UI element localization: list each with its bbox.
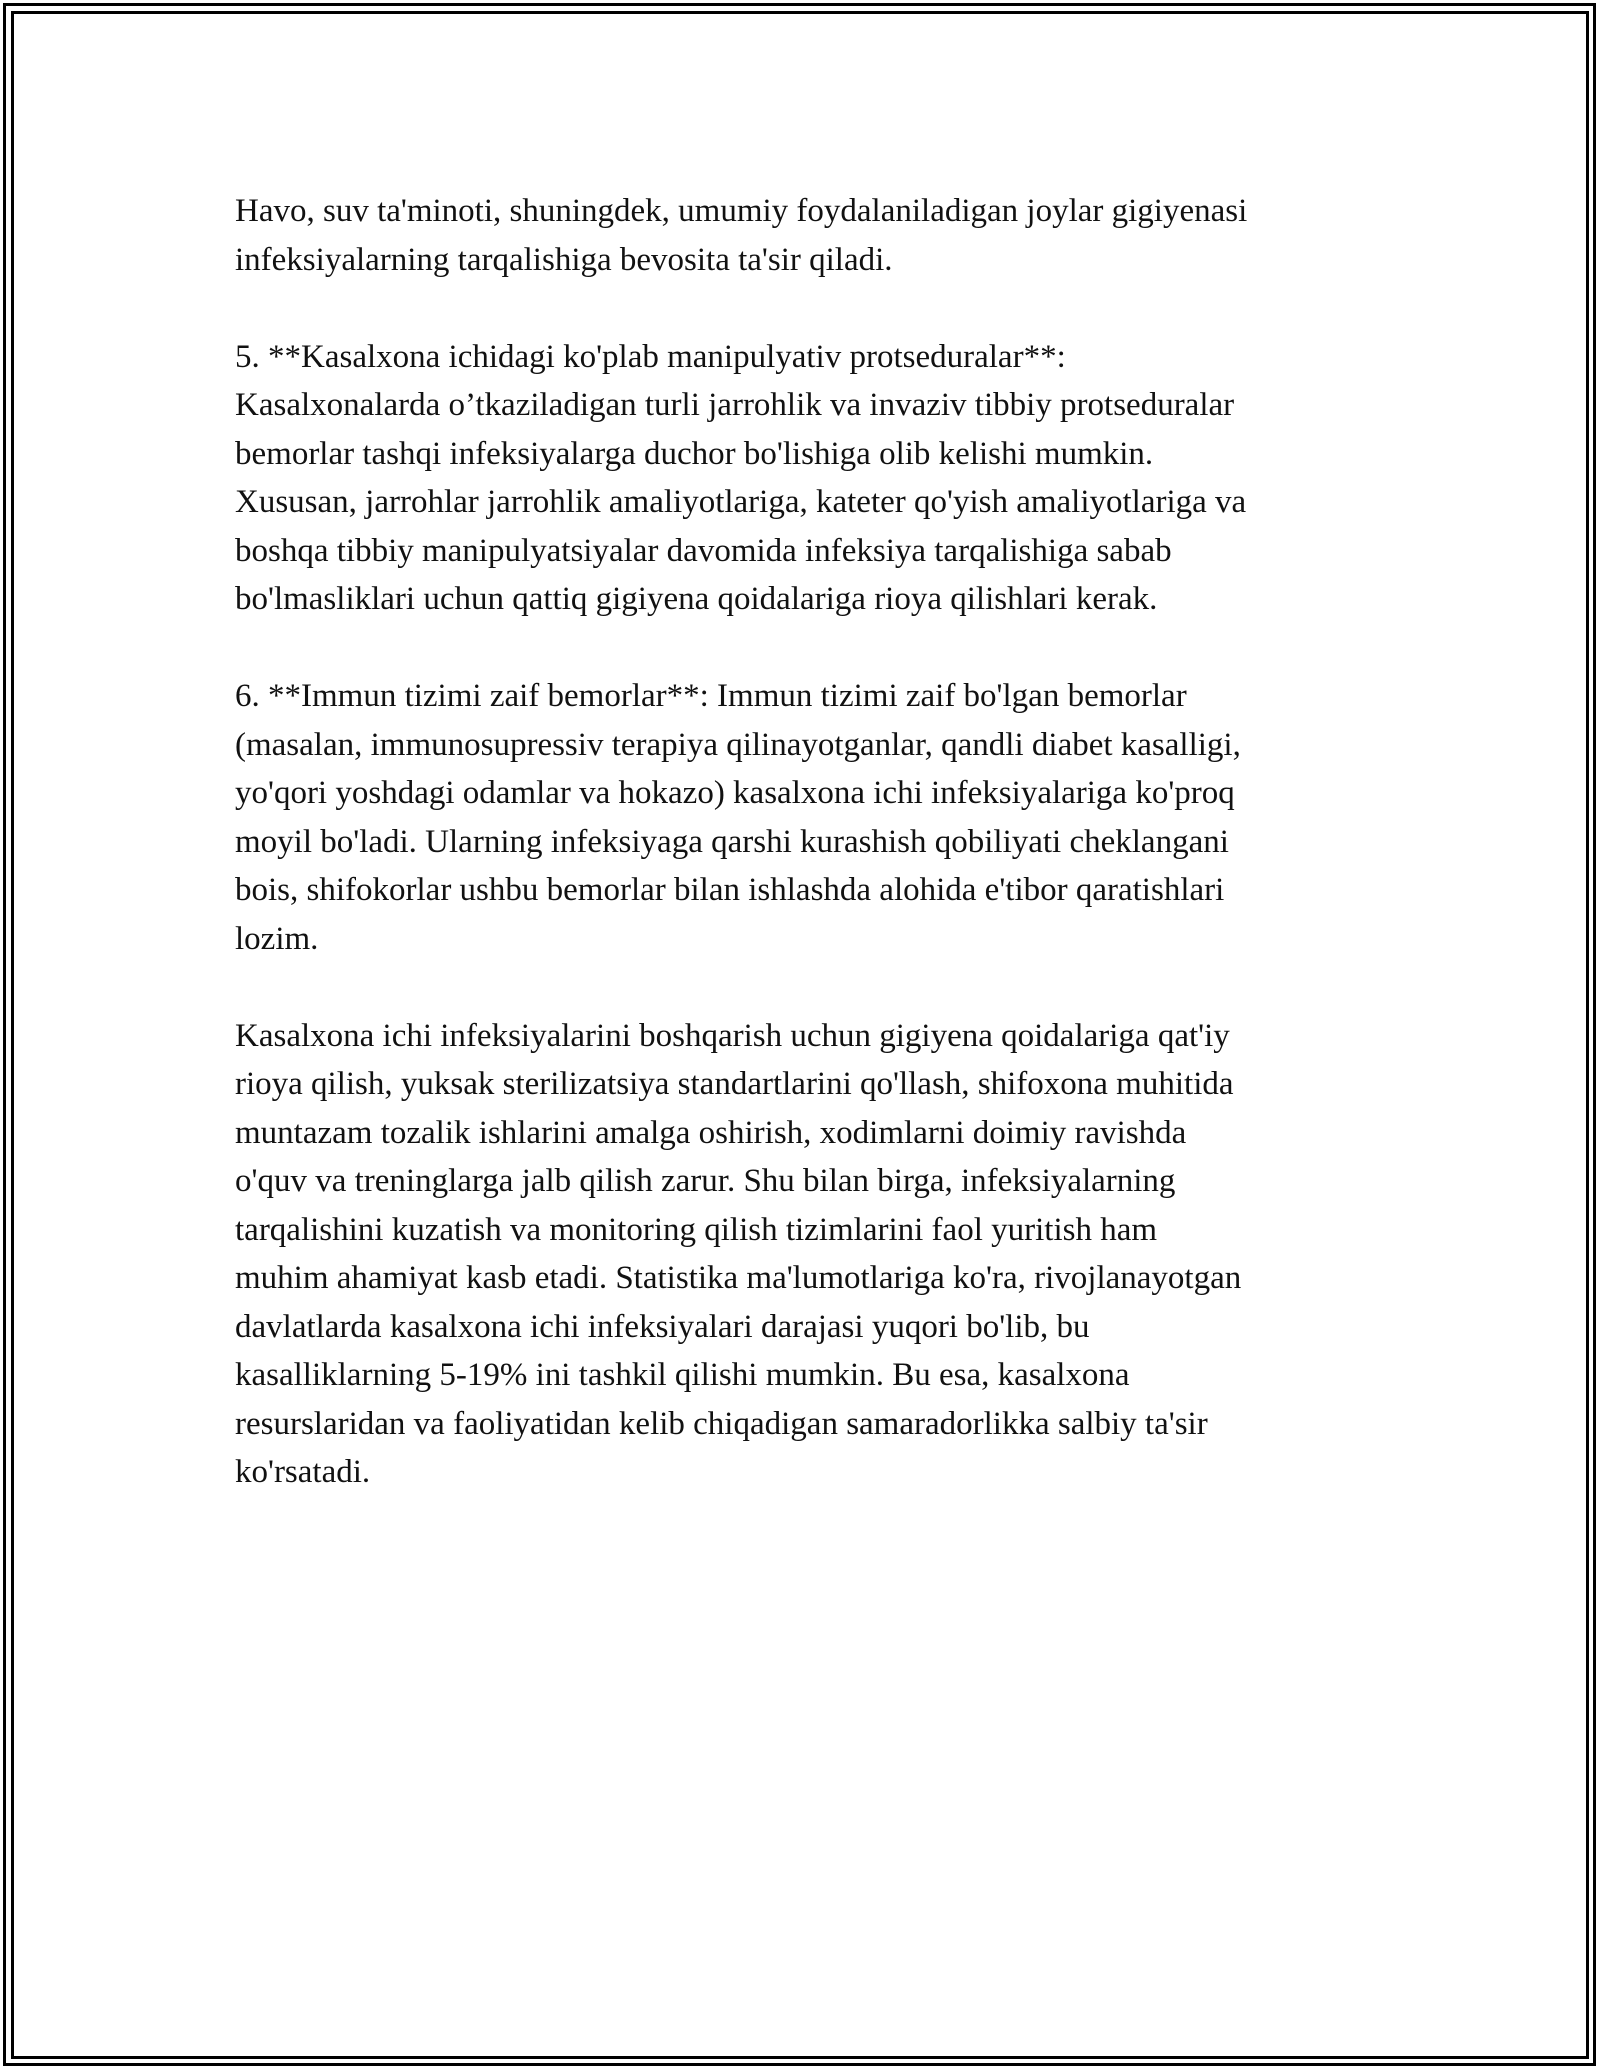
paragraph-hygiene-intro: Havo, suv ta'minoti, shuningdek, umumiy foydalaniladigan joylar gigiyenasi infeksiyalarning tarqalishiga bevosita ta'sir qiladi. [235,193,1248,278]
document-body [235,187,1375,1545]
paragraph-manipulative-procedures: 5. **Kasalxona ichidagi ko'plab manipulyativ protseduralar**: Kasalxonalarda o’tkaziladigan turli jarrohlik va invaziv tibbiy protseduralar bemorlar tashqi infeksiyalarga duchor bo'lishiga olib kelishi mumkin. Xususan, jarrohlar jarrohlik amaliyotlariga, kateter qo'yish amaliyotlariga va boshqa tibbiy manipulyatsiyalar davomida infeksiya tarqalishiga sabab bo'lmasliklari uchun qattiq gigiyena qoidalariga rioya qilishlari kerak. [235,338,1247,617]
paragraph-immunocompromised-patients: 6. **Immun tizimi zaif bemorlar**: Immun tizimi zaif bo'lgan bemorlar (masalan, immunosupressiv terapiya qilinayotganlar, qandli diabet kasalligi, yo'qori yoshdagi odamlar va hokazo) kasalxona ichi infeksiyalariga ko'proq moyil bo'ladi. Ularning infeksiyaga qarshi kurashish qobiliyati cheklangani bois, shifokorlar ushbu bemorlar bilan ishlashda alohida e'tibor qaratishlari lozim. [235,678,1241,957]
paragraph-infection-control-conclusion: Kasalxona ichi infeksiyalarini boshqarish uchun gigiyena qoidalariga qat'iy rioya qilish, yuksak sterilizatsiya standartlarini qo'llash, shifoxona muhitida muntazam tozalik ishlarini amalga oshirish, xodimlarni doimiy ravishda o'quv va treninglarga jalb qilish zarur. Shu bilan birga, infeksiyalarning tarqalishini kuzatish va monitoring qilish tizimlarini faol yuritish ham muhim ahamiyat kasb etadi. Statistika ma'lumotlariga ko'ra, rivojlanayotgan davlatlarda kasalxona ichi infeksiyalari darajasi yuqori bo'lib, bu kasalliklarning 5-19% ini tashkil qilishi mumkin. Bu esa, kasalxona resurslaridan va faoliyatidan kelib chiqadigan samaradorlikka salbiy ta'sir ko'rsatadi. [235,1017,1242,1490]
